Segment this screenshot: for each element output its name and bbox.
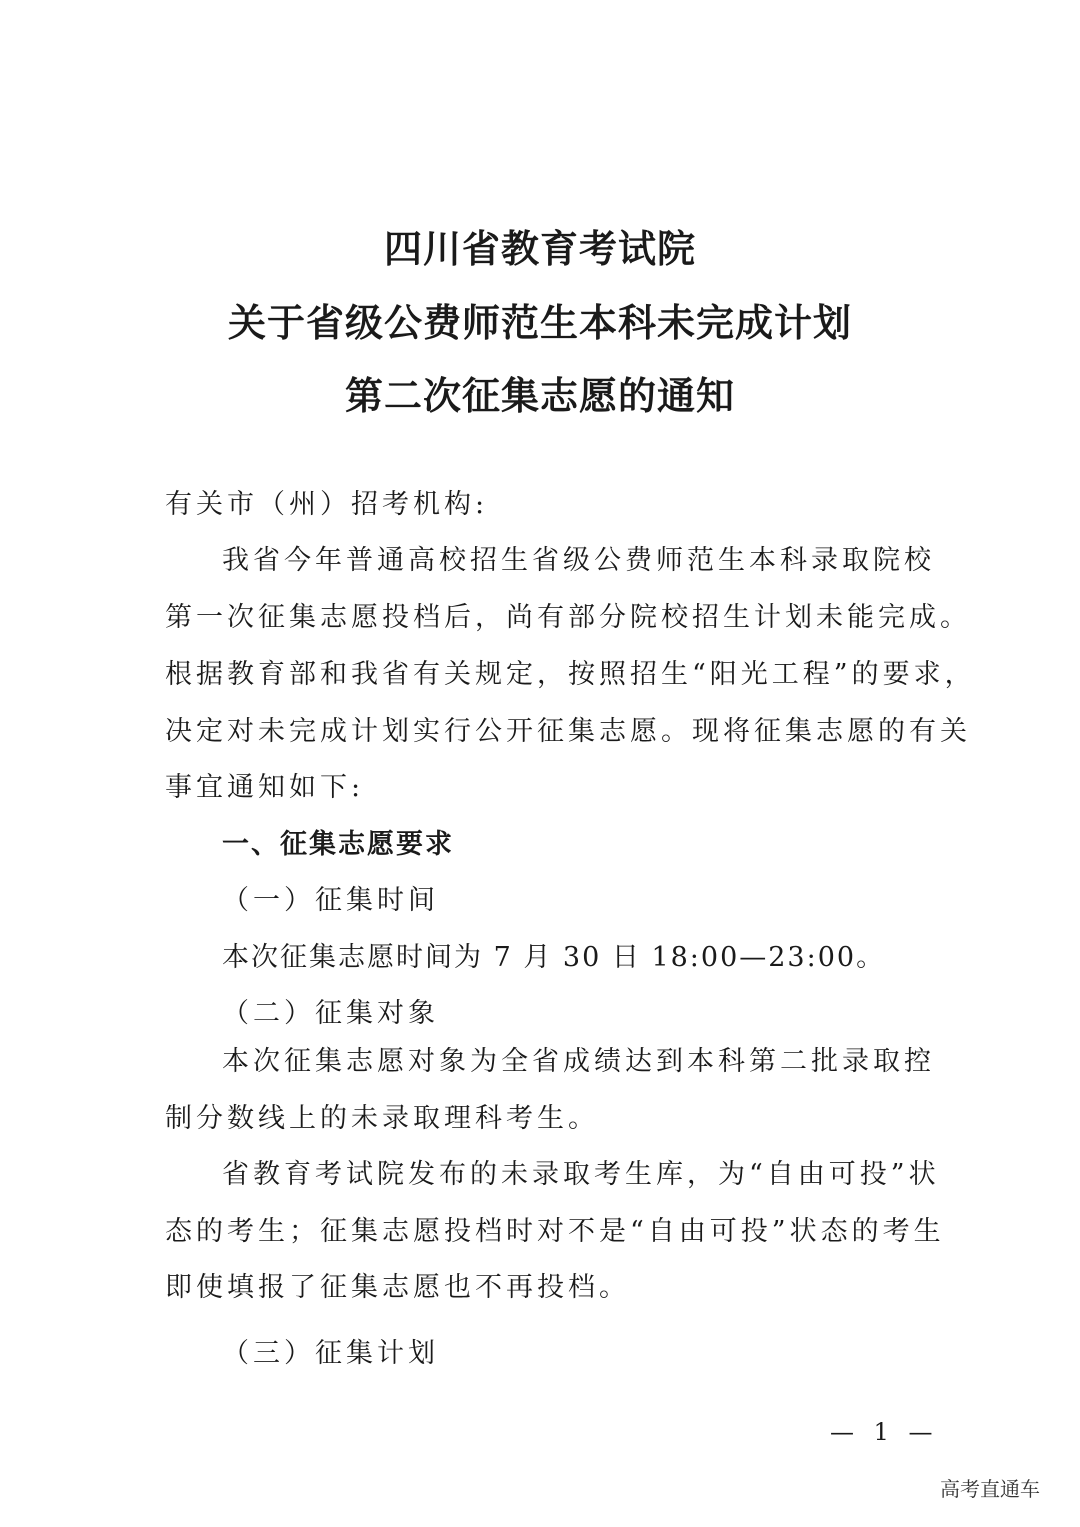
subsection-3-heading: （三）征集计划 <box>222 1338 439 1369</box>
intro-line: 决定对未完成计划实行公开征集志愿。现将征集志愿的有关 <box>165 716 971 747</box>
subsection-1-heading: （一）征集时间 <box>222 885 439 916</box>
title-line-3: 第二次征集志愿的通知 <box>344 373 735 418</box>
section-1-heading: 一、征集志愿要求 <box>222 829 454 860</box>
page-number: — 1 — <box>830 1418 939 1446</box>
subsection-2-heading: （二）征集对象 <box>222 998 439 1029</box>
intro-line: 根据教育部和我省有关规定，按照招生“阳光工程”的要求， <box>165 659 976 690</box>
title-line-1: 四川省教育考试院 <box>383 226 696 271</box>
subsection-2-line: 本次征集志愿对象为全省成绩达到本科第二批录取控 <box>222 1046 935 1077</box>
intro-line: 事宜通知如下: <box>165 772 365 803</box>
watermark: 高考直通车 <box>940 1477 1040 1501</box>
subsection-1-text: 本次征集志愿时间为 7 月 30 日 18:00—23:00。 <box>222 942 886 973</box>
intro-line: 我省今年普通高校招生省级公费师范生本科录取院校 <box>222 545 935 576</box>
intro-line: 第一次征集志愿投档后，尚有部分院校招生计划未能完成。 <box>165 602 971 633</box>
subsection-2-line: 制分数线上的未录取理科考生。 <box>165 1103 599 1134</box>
salutation: 有关市（州）招考机构: <box>165 489 489 520</box>
subsection-2-line: 省教育考试院发布的未录取考生库，为“自由可投”状 <box>222 1159 940 1190</box>
subsection-2-line: 即使填报了征集志愿也不再投档。 <box>165 1272 630 1303</box>
subsection-2-line: 态的考生；征集志愿投档时对不是“自由可投”状态的考生 <box>165 1216 945 1247</box>
title-line-2: 关于省级公费师范生本科未完成计划 <box>227 300 852 345</box>
